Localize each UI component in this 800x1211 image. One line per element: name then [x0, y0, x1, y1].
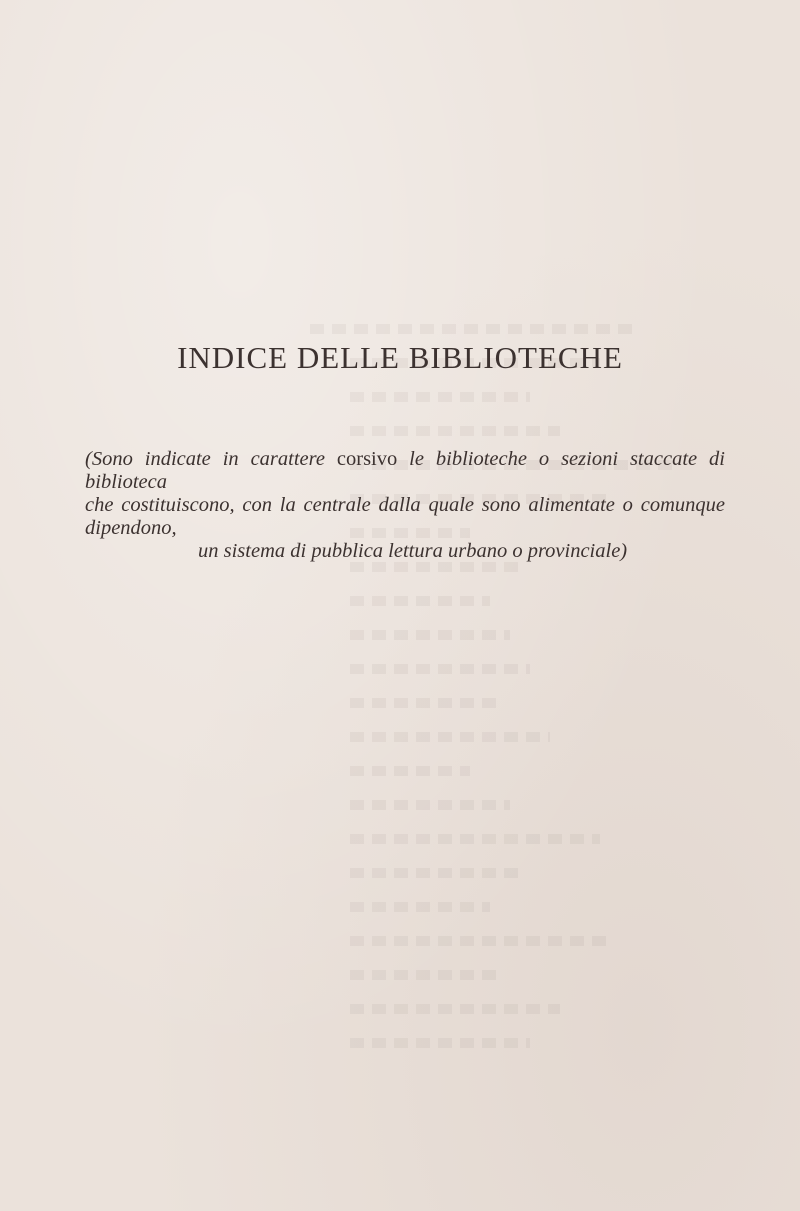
index-note: [85, 448, 725, 563]
note-line-2: che costituiscono, con la centrale dalla quale sono alimentate o comunque dipendono,: [85, 494, 725, 539]
note-line-1-end: le biblioteche o sezioni staccate di biblioteca: [85, 448, 725, 493]
note-emphasis: corsivo: [336, 448, 398, 470]
note-line-1: [85, 448, 725, 494]
note-line-3: un sistema di pubblica lettura urbano o provinciale): [198, 540, 628, 562]
note-line-1-start: (Sono indicate in carattere: [85, 448, 337, 470]
page-title: INDICE DELLE BIBLIOTECHE: [177, 340, 623, 375]
